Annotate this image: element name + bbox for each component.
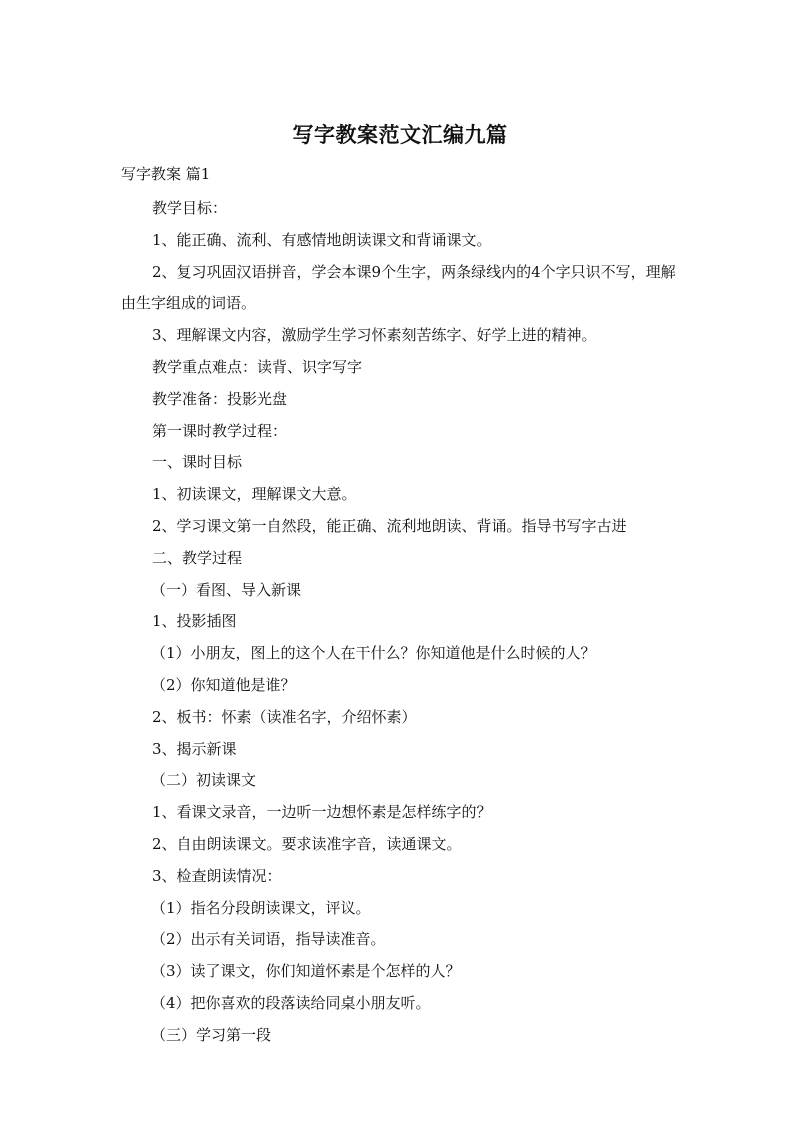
paragraph: 第一课时教学过程：	[152, 421, 288, 440]
paragraph: （三）学习第一段	[151, 1025, 272, 1044]
paragraph: （二）初读课文	[151, 771, 257, 790]
paragraph: 2、自由朗读课文。要求读准字音，读通课文。	[152, 834, 462, 853]
paragraph: （1）小朋友，图上的这个人在干什么？你知道他是什么时候的人？	[151, 644, 596, 663]
paragraph: 2、学习课文第一自然段，能正确、流利地朗读、背诵。指导书写字古进	[152, 516, 627, 535]
paragraph: 二、教学过程	[152, 548, 243, 567]
paragraph: 1、初读课文，理解课文大意。	[152, 485, 357, 504]
paragraph: 3、检查朗读情况：	[152, 866, 282, 885]
paragraph: （4）把你喜欢的段落读给同桌小朋友听。	[151, 993, 431, 1012]
paragraph: （1）指名分段朗读课文，评议。	[151, 898, 371, 917]
paragraph: 1、能正确、流利、有感情地朗读课文和背诵课文。	[152, 230, 492, 249]
paragraph: 1、投影插图	[152, 612, 237, 631]
paragraph: 2、板书：怀素（读准名字，介绍怀素）	[152, 707, 417, 726]
paragraph: （2）出示有关词语，指导读准音。	[151, 930, 386, 949]
paragraph: 教学重点难点：读背、识字写字	[152, 357, 363, 376]
section-heading: 写字教案 篇1	[121, 165, 211, 183]
paragraph: 3、理解课文内容，激励学生学习怀素刻苦练字、好学上进的精神。	[152, 326, 597, 345]
paragraph: （3）读了课文，你们知道怀素是个怎样的人？	[151, 962, 461, 981]
paragraph: 教学目标：	[152, 199, 228, 217]
paragraph: 一、课时目标	[152, 453, 243, 472]
document-body	[121, 193, 681, 1052]
paragraph: （2）你知道他是谁？	[151, 675, 296, 694]
paragraph: 教学准备：投影光盘	[152, 389, 288, 408]
paragraph: 2、复习巩固汉语拼音，学会本课9个生字，两条绿线内的4个字只识不写，理解由生字组成的词语。	[121, 262, 676, 313]
paragraph: 3、揭示新课	[152, 739, 237, 758]
paragraph: （一）看图、导入新课	[151, 580, 302, 599]
document-title: 写字教案范文汇编九篇	[292, 123, 508, 147]
paragraph: 1、看课文录音，一边听一边想怀素是怎样练字的？	[152, 803, 492, 822]
